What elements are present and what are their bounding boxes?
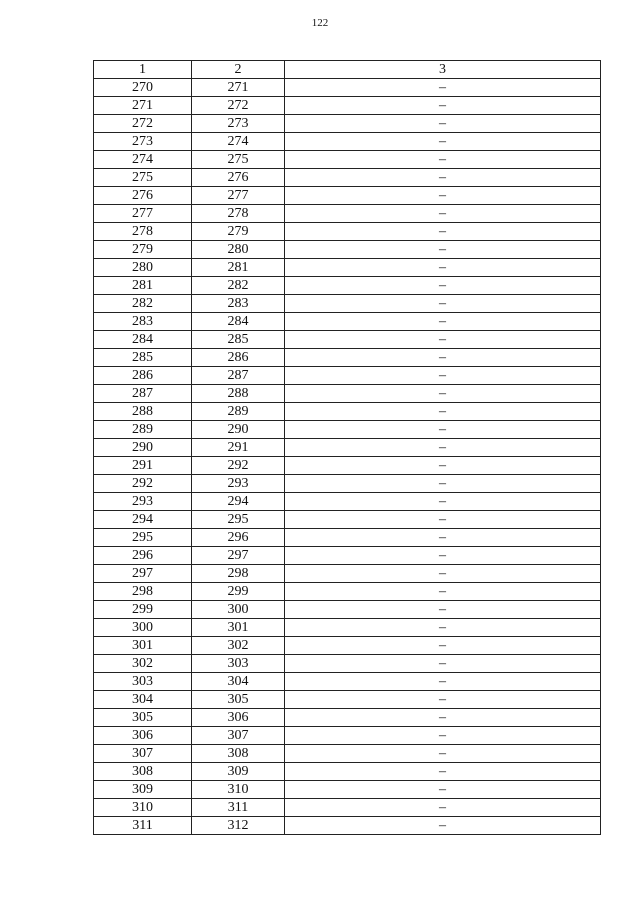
table-cell-col-3: –: [285, 331, 601, 349]
table-cell-col-3: –: [285, 115, 601, 133]
table-row: [94, 241, 601, 259]
table-cell-col-1: 304: [94, 691, 192, 709]
table-row: [94, 619, 601, 637]
table-cell-col-1: 288: [94, 403, 192, 421]
table-cell-col-2: 285: [192, 331, 285, 349]
table-row: [94, 79, 601, 97]
table-cell-col-2: 277: [192, 187, 285, 205]
table-row: [94, 169, 601, 187]
table-row: [94, 547, 601, 565]
table-cell-col-2: 282: [192, 277, 285, 295]
table-cell-col-3: –: [285, 403, 601, 421]
table-cell-col-3: –: [285, 745, 601, 763]
table-cell-col-2: 289: [192, 403, 285, 421]
table-cell-col-1: 280: [94, 259, 192, 277]
table-cell-col-2: 292: [192, 457, 285, 475]
table-cell-col-3: –: [285, 313, 601, 331]
table-row: [94, 403, 601, 421]
table-row: [94, 439, 601, 457]
table-row: [94, 421, 601, 439]
table-cell-col-1: 286: [94, 367, 192, 385]
table-cell-col-2: 305: [192, 691, 285, 709]
table-cell-col-2: 302: [192, 637, 285, 655]
table-cell-col-2: 274: [192, 133, 285, 151]
table-cell-col-3: –: [285, 205, 601, 223]
table-row: [94, 151, 601, 169]
table-cell-col-3: –: [285, 529, 601, 547]
table-row: [94, 709, 601, 727]
table-cell-col-2: 278: [192, 205, 285, 223]
table-cell-col-2: 308: [192, 745, 285, 763]
table-cell-col-3: –: [285, 601, 601, 619]
table-cell-col-2: 312: [192, 817, 285, 835]
table-cell-col-3: –: [285, 349, 601, 367]
table-cell-col-1: 298: [94, 583, 192, 601]
table-cell-col-3: –: [285, 817, 601, 835]
table-cell-col-1: 270: [94, 79, 192, 97]
table-row: [94, 781, 601, 799]
table-cell-col-2: 286: [192, 349, 285, 367]
table-cell-col-3: –: [285, 655, 601, 673]
table-cell-col-1: 297: [94, 565, 192, 583]
table-cell-col-2: 303: [192, 655, 285, 673]
table-cell-col-2: 310: [192, 781, 285, 799]
table-cell-col-2: 293: [192, 475, 285, 493]
table-cell-col-1: 278: [94, 223, 192, 241]
table-cell-col-3: –: [285, 259, 601, 277]
table-row: [94, 691, 601, 709]
table-cell-col-3: –: [285, 709, 601, 727]
data-table: [93, 60, 601, 835]
table-cell-col-1: 287: [94, 385, 192, 403]
table-row: [94, 475, 601, 493]
table-cell-col-2: 284: [192, 313, 285, 331]
table-cell-col-2: 296: [192, 529, 285, 547]
table-header-row: [94, 61, 601, 79]
table-cell-col-1: 277: [94, 205, 192, 223]
table-row: [94, 187, 601, 205]
table-row: [94, 529, 601, 547]
table-cell-col-3: –: [285, 385, 601, 403]
table-cell-col-1: 291: [94, 457, 192, 475]
table-cell-col-3: –: [285, 781, 601, 799]
table-cell-col-3: –: [285, 223, 601, 241]
table-cell-col-1: 293: [94, 493, 192, 511]
table-cell-col-3: –: [285, 367, 601, 385]
table-cell-col-2: 297: [192, 547, 285, 565]
table-cell-col-3: –: [285, 457, 601, 475]
table-row: [94, 313, 601, 331]
table-cell-col-1: 300: [94, 619, 192, 637]
table-row: [94, 385, 601, 403]
table-cell-col-3: –: [285, 133, 601, 151]
table-cell-col-3: –: [285, 763, 601, 781]
table-cell-col-1: 305: [94, 709, 192, 727]
table-row: [94, 745, 601, 763]
table-cell-col-1: 276: [94, 187, 192, 205]
table-cell-col-3: –: [285, 673, 601, 691]
table-cell-col-1: 273: [94, 133, 192, 151]
table-cell-col-2: 299: [192, 583, 285, 601]
table-cell-col-1: 299: [94, 601, 192, 619]
table-row: [94, 259, 601, 277]
table-row: [94, 277, 601, 295]
table-cell-col-3: –: [285, 187, 601, 205]
table-cell-col-2: 295: [192, 511, 285, 529]
table-cell-col-3: –: [285, 241, 601, 259]
column-header-1: 1: [94, 61, 192, 79]
table-cell-col-2: 276: [192, 169, 285, 187]
table-row: [94, 583, 601, 601]
table-row: [94, 817, 601, 835]
table-cell-col-3: –: [285, 97, 601, 115]
table-cell-col-1: 274: [94, 151, 192, 169]
table-row: [94, 457, 601, 475]
table-cell-col-2: 279: [192, 223, 285, 241]
table-cell-col-2: 275: [192, 151, 285, 169]
table-row: [94, 565, 601, 583]
table-cell-col-2: 311: [192, 799, 285, 817]
table-cell-col-1: 295: [94, 529, 192, 547]
table-row: [94, 763, 601, 781]
table-cell-col-2: 306: [192, 709, 285, 727]
table-row: [94, 655, 601, 673]
table-cell-col-2: 290: [192, 421, 285, 439]
table-row: [94, 349, 601, 367]
table-cell-col-1: 310: [94, 799, 192, 817]
table-row: [94, 511, 601, 529]
table-cell-col-1: 281: [94, 277, 192, 295]
table-row: [94, 223, 601, 241]
table-cell-col-3: –: [285, 295, 601, 313]
table-cell-col-3: –: [285, 511, 601, 529]
table-cell-col-1: 292: [94, 475, 192, 493]
table-cell-col-1: 275: [94, 169, 192, 187]
table-cell-col-1: 307: [94, 745, 192, 763]
table-row: [94, 367, 601, 385]
table-cell-col-3: –: [285, 277, 601, 295]
table-cell-col-1: 289: [94, 421, 192, 439]
table-cell-col-1: 272: [94, 115, 192, 133]
table-row: [94, 673, 601, 691]
table-row: [94, 115, 601, 133]
table-cell-col-1: 306: [94, 727, 192, 745]
table-cell-col-1: 308: [94, 763, 192, 781]
table-row: [94, 133, 601, 151]
table-cell-col-3: –: [285, 619, 601, 637]
table-cell-col-1: 290: [94, 439, 192, 457]
table-cell-col-3: –: [285, 493, 601, 511]
table-cell-col-2: 309: [192, 763, 285, 781]
table-cell-col-2: 298: [192, 565, 285, 583]
table-cell-col-3: –: [285, 439, 601, 457]
table-cell-col-1: 303: [94, 673, 192, 691]
table-cell-col-1: 296: [94, 547, 192, 565]
table-cell-col-3: –: [285, 421, 601, 439]
table-cell-col-1: 301: [94, 637, 192, 655]
table-cell-col-3: –: [285, 799, 601, 817]
column-header-3: 3: [285, 61, 601, 79]
table-row: [94, 331, 601, 349]
table-cell-col-2: 300: [192, 601, 285, 619]
table-cell-col-1: 302: [94, 655, 192, 673]
table-cell-col-2: 271: [192, 79, 285, 97]
table-cell-col-2: 273: [192, 115, 285, 133]
table-cell-col-1: 309: [94, 781, 192, 799]
table-cell-col-2: 283: [192, 295, 285, 313]
column-header-2: 2: [192, 61, 285, 79]
table-cell-col-3: –: [285, 583, 601, 601]
table-cell-col-1: 283: [94, 313, 192, 331]
table-cell-col-3: –: [285, 79, 601, 97]
table-cell-col-3: –: [285, 637, 601, 655]
table-cell-col-1: 282: [94, 295, 192, 313]
table-cell-col-3: –: [285, 547, 601, 565]
table-row: [94, 295, 601, 313]
table-body: [94, 79, 601, 835]
table-cell-col-3: –: [285, 475, 601, 493]
page-number: 122: [311, 17, 329, 29]
table-cell-col-2: 307: [192, 727, 285, 745]
table-cell-col-1: 271: [94, 97, 192, 115]
table-cell-col-3: –: [285, 151, 601, 169]
table-cell-col-2: 281: [192, 259, 285, 277]
table-row: [94, 97, 601, 115]
table-cell-col-2: 272: [192, 97, 285, 115]
table-cell-col-3: –: [285, 727, 601, 745]
table-cell-col-3: –: [285, 565, 601, 583]
table-row: [94, 601, 601, 619]
table-cell-col-2: 291: [192, 439, 285, 457]
table-cell-col-1: 311: [94, 817, 192, 835]
table-cell-col-1: 285: [94, 349, 192, 367]
table-row: [94, 205, 601, 223]
table-cell-col-2: 301: [192, 619, 285, 637]
table-cell-col-2: 280: [192, 241, 285, 259]
table-cell-col-3: –: [285, 691, 601, 709]
table-cell-col-2: 287: [192, 367, 285, 385]
table-cell-col-2: 288: [192, 385, 285, 403]
table-cell-col-2: 304: [192, 673, 285, 691]
table-cell-col-1: 284: [94, 331, 192, 349]
table-cell-col-1: 279: [94, 241, 192, 259]
table-row: [94, 799, 601, 817]
table-row: [94, 727, 601, 745]
table-row: [94, 493, 601, 511]
table-cell-col-2: 294: [192, 493, 285, 511]
table-cell-col-1: 294: [94, 511, 192, 529]
table-cell-col-3: –: [285, 169, 601, 187]
table-row: [94, 637, 601, 655]
